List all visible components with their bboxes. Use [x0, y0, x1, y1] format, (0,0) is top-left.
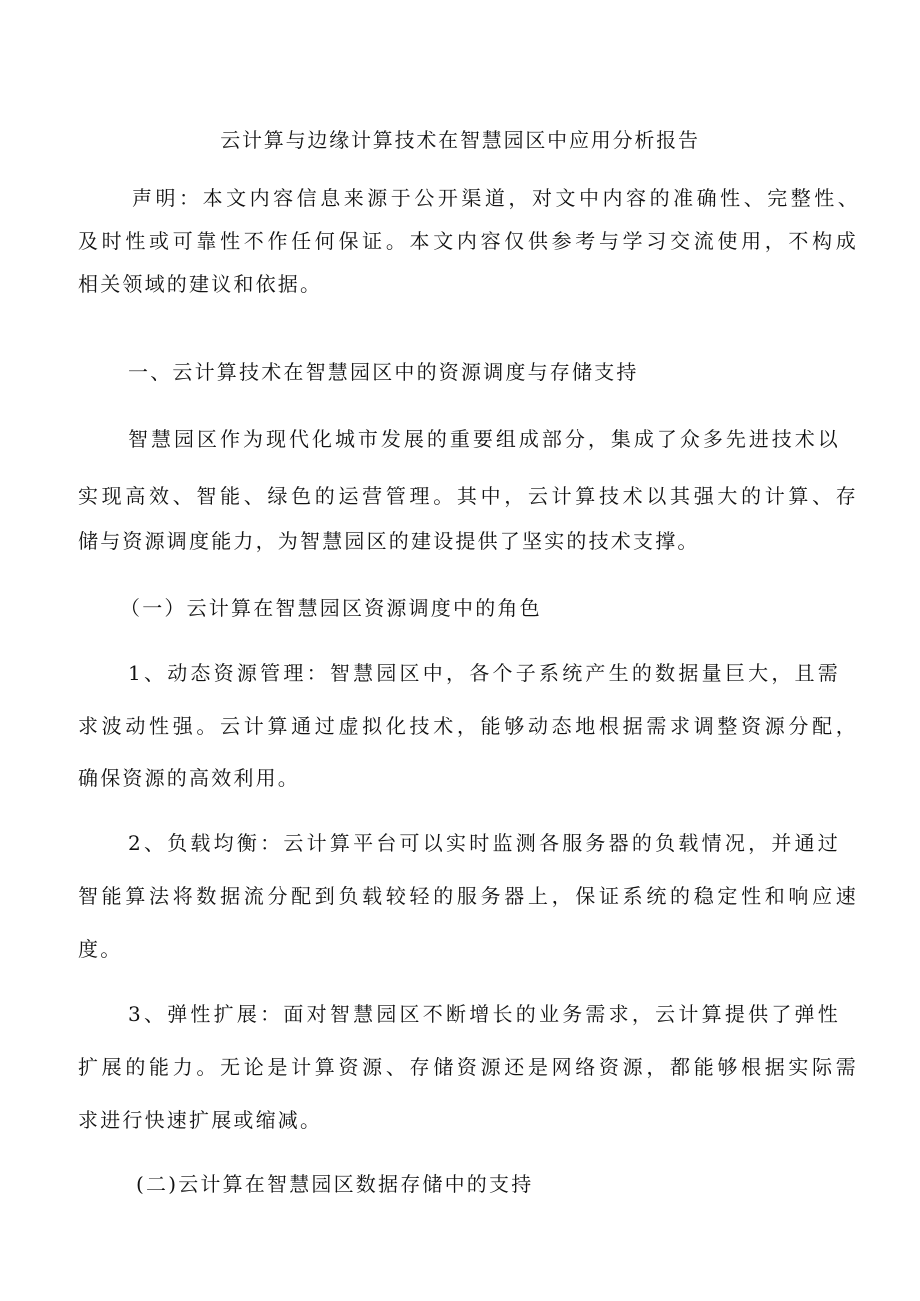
item-3-line-3: 求进行快速扩展或缩减。: [78, 1108, 323, 1132]
section-1-heading: 一、云计算技术在智慧园区中的资源调度与存储支持: [128, 360, 639, 384]
disclaimer-line-3: 相关领域的建议和依据。: [78, 272, 323, 296]
item-2-line-2: 智能算法将数据流分配到负载较轻的服务器上，保证系统的稳定性和响应速: [78, 884, 858, 908]
subsection-2-heading: (二)云计算在智慧园区数据存储中的支持: [136, 1172, 534, 1196]
disclaimer-line-2: 及时性或可靠性不作任何保证。本文内容仅供参考与学习交流使用，不构成: [78, 229, 858, 253]
item-3-line-2: 扩展的能力。无论是计算资源、存储资源还是网络资源，都能够根据实际需: [78, 1055, 858, 1079]
item-1-line-2: 求波动性强。云计算通过虚拟化技术，能够动态地根据需求调整资源分配，: [78, 714, 858, 738]
item-2-line-1: 2、负载均衡：云计算平台可以实时监测各服务器的负载情况，并通过: [128, 831, 840, 855]
item-1-line-1: 1、动态资源管理：智慧园区中，各个子系统产生的数据量巨大，且需: [128, 661, 840, 685]
subsection-1-heading: （一）云计算在智慧园区资源调度中的角色: [120, 596, 542, 620]
item-1-line-3: 确保资源的高效利用。: [78, 766, 300, 790]
intro-paragraph-line-1: 智慧园区作为现代化城市发展的重要组成部分，集成了众多先进技术以: [128, 427, 840, 451]
intro-paragraph-line-3: 储与资源调度能力，为智慧园区的建设提供了坚实的技术支撑。: [78, 529, 700, 553]
item-3-line-1: 3、弹性扩展：面对智慧园区不断增长的业务需求，云计算提供了弹性: [128, 1002, 840, 1026]
disclaimer-line-1: 声明：本文内容信息来源于公开渠道，对文中内容的准确性、完整性、: [132, 186, 860, 210]
intro-paragraph-line-2: 实现高效、智能、绿色的运营管理。其中，云计算技术以其强大的计算、存: [78, 484, 858, 508]
item-2-line-3: 度。: [78, 937, 123, 961]
document-title: 云计算与边缘计算技术在智慧园区中应用分析报告: [220, 128, 700, 152]
